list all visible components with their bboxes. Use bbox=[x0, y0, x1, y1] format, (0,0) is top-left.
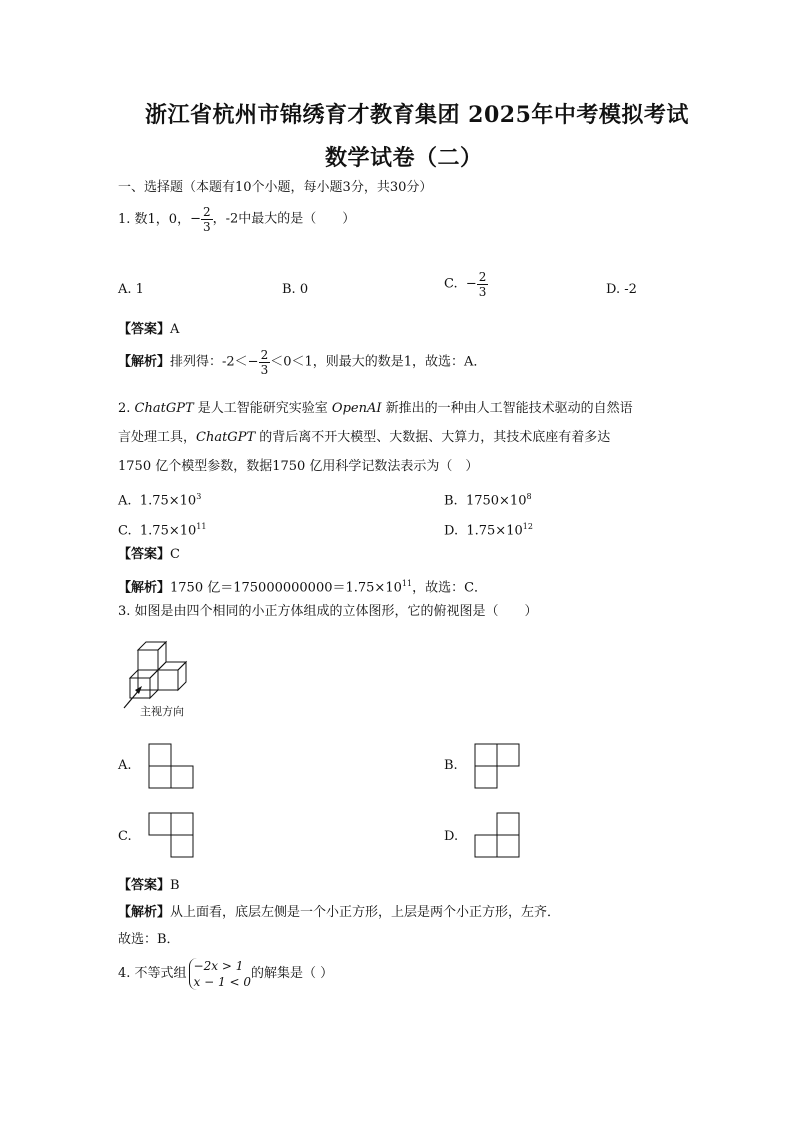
question-2-line3: 1750 亿个模型参数，数据1750 亿用科学记数法表示为（ ） bbox=[118, 459, 479, 474]
question-3-stem: 3. 如图是由四个相同的小正方体组成的立体图形，它的俯视图是（ ） bbox=[118, 604, 538, 619]
section-heading: 一、选择题（本题有10个小题，每小题3分，共30分） bbox=[118, 180, 433, 195]
q1-option-b: B. 0 bbox=[282, 282, 309, 297]
question-4-stem: 4. 不等式组 −2x > 1 x − 1 < 0 的解集是（ ） bbox=[118, 959, 334, 989]
q2-option-d: D. $1.75\times 10^{12}$ bbox=[444, 522, 533, 539]
q3-option-d-label: D. bbox=[444, 829, 459, 844]
view-direction-label: 主视方向 bbox=[140, 705, 184, 718]
cube-figure bbox=[118, 634, 204, 720]
inequality-system: −2x > 1 x − 1 < 0 bbox=[189, 958, 251, 990]
q1-option-c: C. − $\frac{2}{3}$ bbox=[444, 270, 487, 299]
q3-option-c-figure bbox=[146, 810, 196, 860]
question-2-line1: 2. ChatGPT 是人工智能研究实验室 OpenAI 新推出的一种由人工智能技术驱动的自然语 bbox=[118, 401, 633, 416]
q3-analysis-line1: 【解析】从上面看，底层左侧是一个小正方形，上层是两个小正方形，左齐． bbox=[118, 905, 561, 920]
question-2-line2: 言处理工具，ChatGPT 的背后离不开大模型、大数据、大算力，其技术底座有着多达 bbox=[118, 430, 611, 445]
q1-option-d: D. -2 bbox=[606, 282, 637, 297]
paper-title-line2: 数学试卷（二） bbox=[325, 145, 483, 171]
q1-answer: 【答案】A bbox=[118, 322, 180, 337]
q2-option-b: B. $1750\times 10^8$ bbox=[444, 492, 532, 509]
q3-option-a-figure bbox=[146, 741, 196, 791]
paper-title-line1: 浙江省杭州市锦绣育才教育集团 2025年中考模拟考试 bbox=[145, 102, 689, 128]
q2-analysis: 【解析】1750 亿$=175000000000=1.75\times 10^{11}$，故选：C． bbox=[118, 579, 488, 596]
q1-analysis: 【解析】排列得：-2＜− $\frac{2}{3}$ ＜0＜1，则最大的数是1，故选：A． bbox=[118, 348, 487, 377]
question-1-stem: 1. 数1，0，− $\frac{2}{3}$ ，-2中最大的是（ ） bbox=[118, 205, 356, 234]
q2-option-a: A. $1.75\times 10^3$ bbox=[118, 492, 202, 509]
q3-option-a-label: A. bbox=[118, 758, 132, 773]
fraction: $\frac{2}{3}$ bbox=[202, 205, 211, 234]
q3-option-d-figure bbox=[472, 810, 522, 860]
q3-answer: 【答案】B bbox=[118, 878, 180, 893]
q3-option-b-figure bbox=[472, 741, 522, 791]
q1-option-a: A. 1 bbox=[118, 282, 144, 297]
q3-option-c-label: C. bbox=[118, 829, 132, 844]
q3-option-b-label: B. bbox=[444, 758, 458, 773]
q3-analysis-line2: 故选：B． bbox=[118, 932, 180, 947]
q2-option-c: C. $1.75\times 10^{11}$ bbox=[118, 522, 207, 539]
q2-answer: 【答案】C bbox=[118, 547, 180, 562]
